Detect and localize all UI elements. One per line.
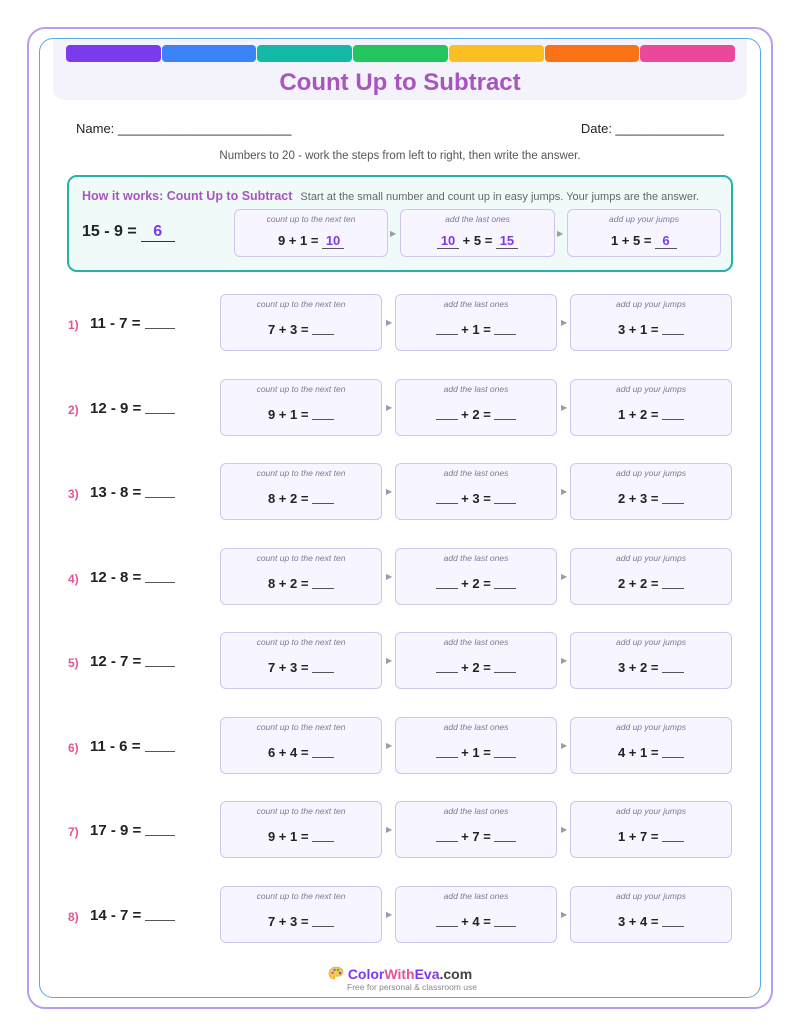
step-box-2: [395, 801, 557, 858]
step-label: add the last ones: [443, 890, 509, 901]
arrow-icon: ▶: [386, 318, 393, 327]
problem-expression: [90, 400, 175, 417]
step-equation: [571, 914, 731, 929]
arrow-icon: ▶: [386, 740, 393, 750]
problem-expression: [90, 907, 175, 924]
arrow-icon: ▶: [386, 402, 393, 412]
step-box-3: [570, 294, 732, 351]
step-blank[interactable]: [436, 492, 458, 504]
footer: [0, 966, 800, 992]
step-blank[interactable]: [494, 830, 516, 842]
step-label: add the last ones: [443, 552, 509, 563]
step-blank[interactable]: [662, 408, 684, 420]
step-blank[interactable]: [494, 492, 516, 504]
step-expression: 1 + 2 =: [617, 406, 659, 422]
step-expression: 1 + 7 =: [617, 829, 659, 844]
step-expression: + 1 =: [461, 322, 491, 337]
step-box-3: [570, 801, 732, 858]
step-label: add up your jumps: [609, 214, 679, 224]
step-expression: + 4 =: [461, 913, 491, 929]
step-blank[interactable]: [436, 408, 458, 420]
step-expression: + 2 =: [461, 406, 491, 422]
problem-number: 5): [68, 656, 79, 670]
step-label: add up your jumps: [616, 383, 686, 394]
step-equation: [571, 491, 731, 506]
step-expression: 7 + 3 =: [267, 322, 309, 337]
step-equation: [571, 829, 731, 844]
step-label: add up your jumps: [616, 806, 686, 816]
palette-icon: [328, 966, 344, 982]
step-box-1: [220, 548, 382, 605]
step-equation: [571, 660, 731, 675]
step-equation: [571, 576, 731, 591]
step-expression: 7 + 3 =: [267, 913, 309, 929]
arrow-icon: ▶: [561, 656, 568, 665]
step-box-1: [220, 379, 382, 436]
step-label: add up your jumps: [616, 637, 686, 647]
example-step-3: [567, 209, 721, 257]
example-problem: [82, 223, 175, 242]
step-blank[interactable]: [662, 323, 684, 335]
step-label: count up to the next ten: [256, 552, 346, 563]
step-equation: [396, 660, 556, 675]
step-box-1: [220, 463, 382, 520]
step-equation: [221, 745, 381, 760]
step-box-3: [570, 717, 732, 774]
example-description: Start at the small number and count up in easy jumps. Your jumps are the answer.: [300, 191, 700, 203]
color-stripe-segment: [640, 45, 735, 62]
step-blank[interactable]: [494, 915, 516, 927]
step-label: count up to the next ten: [256, 721, 346, 732]
step-expression: + 2 =: [461, 575, 491, 591]
step-box-3: [570, 886, 732, 943]
step-blank[interactable]: [436, 746, 458, 758]
arrow-icon: ▶: [561, 825, 568, 834]
step-label: add the last ones: [443, 721, 509, 732]
step-equation: [221, 829, 381, 844]
color-stripe-segment: [449, 45, 544, 62]
step-label: add the last ones: [443, 468, 509, 478]
answer-blank[interactable]: [145, 486, 175, 498]
step-equation: [396, 829, 556, 844]
step-label: count up to the next ten: [266, 214, 356, 224]
step-equation: [221, 576, 381, 591]
step-expression: + 2 =: [461, 660, 491, 675]
step-label: add the last ones: [443, 806, 509, 816]
page-title: Count Up to Subtract: [279, 69, 521, 96]
brand-part-with: With: [384, 966, 415, 982]
step-label: add up your jumps: [616, 299, 686, 309]
step-blank[interactable]: [494, 577, 516, 589]
step-expression: 3 + 1 =: [617, 322, 659, 337]
step-blank[interactable]: [662, 577, 684, 589]
problem-text: 12 - 9 =: [90, 399, 142, 417]
arrow-icon: ▶: [386, 909, 393, 919]
step-equation: [571, 745, 731, 760]
step-box-2: [395, 632, 557, 689]
problem-number: 7): [68, 825, 79, 839]
step-blank[interactable]: [436, 577, 458, 589]
step-blank[interactable]: [436, 661, 458, 673]
arrow-icon: ▶: [561, 318, 568, 327]
arrow-icon: ▶: [386, 487, 393, 496]
name-field: Name: ________________________: [76, 121, 292, 136]
problem-number: 8): [68, 909, 79, 924]
problem-text: 11 - 6 =: [90, 737, 141, 755]
arrow-icon: ▶: [561, 571, 568, 581]
problem-number: 2): [68, 402, 79, 417]
step-answer: 15: [496, 233, 518, 249]
problem-text: 11 - 7 =: [90, 315, 141, 332]
step-equation: [221, 914, 381, 929]
problem-number: 6): [68, 740, 79, 755]
color-stripe-segment: [353, 45, 448, 62]
step-expression: 9 + 1 =: [267, 829, 309, 844]
step-equation: [571, 322, 731, 337]
step-equation: [396, 322, 556, 337]
arrow-icon: ▶: [386, 571, 393, 581]
step-label: count up to the next ten: [256, 890, 346, 901]
step-blank[interactable]: [662, 492, 684, 504]
arrow-icon: ▶: [557, 229, 564, 238]
answer-blank[interactable]: [145, 909, 175, 921]
arrow-icon: ▶: [561, 487, 568, 496]
answer-blank[interactable]: [145, 655, 175, 667]
step-equation: [571, 407, 731, 422]
color-stripe-segment: [66, 45, 161, 62]
step-box-3: [570, 632, 732, 689]
step-box-2: [395, 294, 557, 351]
step-equation: [396, 576, 556, 591]
step-equation: [221, 407, 381, 422]
arrow-icon: ▶: [561, 740, 568, 750]
example-step-1: [234, 209, 388, 257]
problem-number: 4): [68, 571, 79, 586]
brand-part-eva: Eva: [414, 966, 440, 982]
step-box-3: [570, 379, 732, 436]
arrow-icon: ▶: [561, 402, 568, 412]
answer-blank[interactable]: [145, 571, 175, 583]
step-box-2: [395, 717, 557, 774]
step-blank[interactable]: [662, 746, 684, 758]
step-box-2: [395, 548, 557, 605]
example-answer: 6: [141, 223, 175, 242]
problem-text: 12 - 8 =: [90, 568, 142, 586]
step-label: add up your jumps: [616, 890, 686, 901]
step-equation: [235, 233, 387, 249]
example-step-2: [400, 209, 555, 257]
step-label: add the last ones: [443, 637, 509, 647]
step-blank[interactable]: [436, 323, 458, 335]
step-blank[interactable]: [312, 746, 334, 758]
step-expression: 9 + 1 =: [267, 406, 309, 422]
color-stripe-segment: [162, 45, 257, 62]
step-expression: + 7 =: [461, 829, 491, 844]
step-expression: + 5 =: [462, 233, 493, 248]
color-stripe: [66, 45, 735, 62]
step-answer: 10: [322, 233, 344, 249]
step-equation: [396, 914, 556, 929]
problem-number: 3): [68, 487, 79, 501]
step-expression: 9 + 1 =: [277, 233, 319, 248]
step-label: add the last ones: [443, 383, 509, 394]
problem-expression: [90, 569, 175, 586]
step-equation: [221, 660, 381, 675]
arrow-icon: ▶: [561, 909, 568, 919]
color-stripe-segment: [257, 45, 352, 62]
step-box-1: [220, 801, 382, 858]
step-blank[interactable]: [436, 915, 458, 927]
date-field: Date: _______________: [580, 121, 724, 136]
step-blank[interactable]: [312, 323, 334, 335]
answer-blank[interactable]: [145, 824, 175, 836]
step-expression: 1 + 5 =: [610, 233, 652, 248]
brand-part-color: Color: [347, 966, 385, 982]
step-box-1: [220, 294, 382, 351]
step-expression: 3 + 4 =: [617, 913, 659, 929]
step-answer: 6: [655, 233, 677, 249]
step-box-1: [220, 632, 382, 689]
footer-tagline: Free for personal & classroom use: [347, 982, 477, 992]
step-blank[interactable]: [494, 661, 516, 673]
step-blank[interactable]: [494, 746, 516, 758]
step-blank[interactable]: [662, 830, 684, 842]
step-expression: + 3 =: [461, 491, 491, 506]
brand-part-domain: .com: [439, 966, 473, 982]
color-stripe-segment: [545, 45, 640, 62]
step-box-1: [220, 717, 382, 774]
arrow-icon: ▶: [386, 656, 393, 665]
example-heading: How it works: Count Up to Subtract: [82, 189, 293, 203]
step-box-2: [395, 463, 557, 520]
problem-expression: [90, 484, 175, 501]
answer-blank[interactable]: [145, 740, 175, 752]
step-label: count up to the next ten: [256, 468, 346, 478]
step-expression: 4 + 1 =: [617, 744, 659, 760]
step-equation: [401, 233, 554, 249]
step-prefill: 10: [437, 233, 459, 249]
step-box-3: [570, 548, 732, 605]
step-expression: 7 + 3 =: [267, 660, 309, 675]
step-blank[interactable]: [494, 408, 516, 420]
brand-logo: [0, 966, 800, 982]
arrow-icon: ▶: [386, 825, 393, 834]
answer-blank[interactable]: [145, 317, 175, 329]
problem-text: 13 - 8 =: [90, 484, 142, 501]
step-box-2: [395, 886, 557, 943]
problem-text: 17 - 9 =: [90, 822, 142, 839]
step-label: add up your jumps: [616, 552, 686, 563]
step-label: add up your jumps: [616, 468, 686, 478]
problem-number: 1): [68, 318, 79, 332]
step-blank[interactable]: [662, 661, 684, 673]
problem-text: 12 - 7 =: [90, 653, 142, 670]
step-expression: 6 + 4 =: [267, 744, 309, 760]
problem-expression: [90, 653, 175, 670]
arrow-icon: ▶: [390, 229, 397, 238]
step-expression: 3 + 2 =: [617, 660, 659, 675]
step-blank[interactable]: [436, 830, 458, 842]
step-equation: [221, 491, 381, 506]
step-expression: 8 + 2 =: [267, 575, 309, 591]
step-equation: [221, 322, 381, 337]
problem-expression: [90, 822, 175, 839]
problem-expression: [90, 315, 175, 332]
step-blank[interactable]: [312, 577, 334, 589]
problem-expression: [90, 738, 175, 755]
step-box-3: [570, 463, 732, 520]
step-label: add the last ones: [443, 299, 509, 309]
step-label: count up to the next ten: [256, 383, 346, 394]
step-expression: 2 + 2 =: [617, 575, 659, 591]
step-label: add up your jumps: [616, 721, 686, 732]
step-label: count up to the next ten: [256, 806, 346, 816]
step-expression: 2 + 3 =: [617, 491, 659, 506]
step-equation: [396, 491, 556, 506]
step-blank[interactable]: [312, 492, 334, 504]
problem-text: 14 - 7 =: [90, 906, 142, 924]
step-blank[interactable]: [662, 915, 684, 927]
step-label: count up to the next ten: [256, 637, 346, 647]
step-expression: 8 + 2 =: [267, 491, 309, 506]
step-blank[interactable]: [494, 323, 516, 335]
step-box-1: [220, 886, 382, 943]
example-problem-text: 15 - 9 =: [82, 223, 137, 240]
step-label: count up to the next ten: [256, 299, 346, 309]
step-blank[interactable]: [312, 915, 334, 927]
step-expression: + 1 =: [461, 744, 491, 760]
instructions: Numbers to 20 - work the steps from left to right, then write the answer.: [219, 150, 581, 162]
example-box: [67, 175, 733, 272]
step-blank[interactable]: [312, 830, 334, 842]
step-equation: [396, 745, 556, 760]
example-heading-line: [82, 189, 699, 203]
step-blank[interactable]: [312, 661, 334, 673]
step-equation: [396, 407, 556, 422]
step-box-2: [395, 379, 557, 436]
answer-blank[interactable]: [145, 402, 175, 414]
step-equation: [568, 233, 720, 249]
step-blank[interactable]: [312, 408, 334, 420]
step-label: add the last ones: [445, 214, 510, 224]
